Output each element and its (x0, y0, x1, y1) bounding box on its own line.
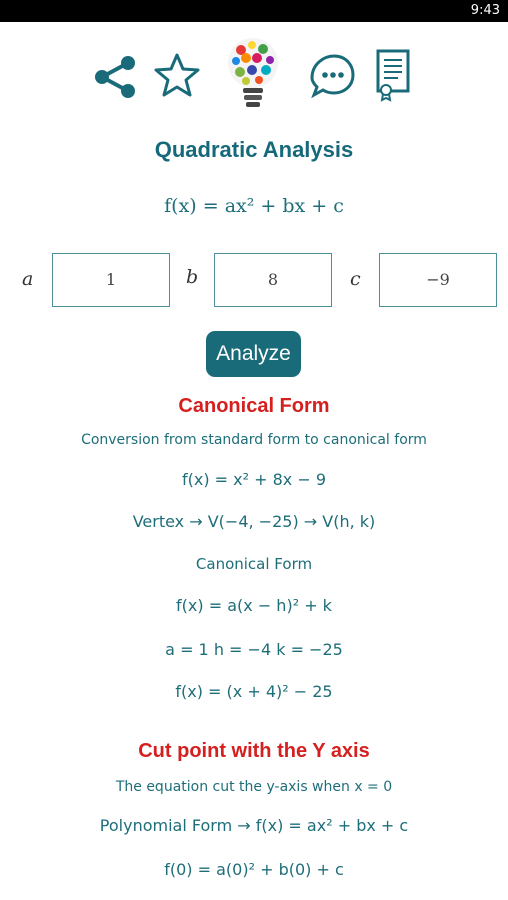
label-a: a (22, 268, 34, 290)
canonical-eq3: f(x) = (x + 4)² − 25 (175, 682, 333, 701)
toolbar (0, 34, 508, 118)
analyze-button[interactable]: Analyze (206, 331, 301, 377)
canonical-intro: Conversion from standard form to canonical form (81, 432, 427, 448)
general-formula: f(x) = ax² + bx + c (164, 195, 344, 217)
cut-eval: f(0) = a(0)² + b(0) + c (164, 860, 344, 879)
label-b: b (186, 266, 199, 288)
cut-heading: Cut point with the Y axis (138, 740, 370, 762)
canonical-eq2: f(x) = a(x − h)² + k (176, 596, 332, 615)
polynomial-form: Polynomial Form → f(x) = ax² + bx + c (99, 816, 409, 835)
star-icon[interactable] (153, 52, 201, 102)
input-a[interactable]: 1 (52, 253, 170, 307)
share-icon[interactable] (92, 54, 140, 104)
page-title: Quadratic Analysis (154, 137, 354, 162)
canonical-params: a = 1 h = −4 k = −25 (165, 640, 343, 659)
lightbulb-icon[interactable] (226, 36, 280, 116)
cut-intro: The equation cut the y-axis when x = 0 (115, 779, 393, 795)
input-c[interactable]: −9 (379, 253, 497, 307)
chat-icon[interactable] (306, 52, 356, 104)
certificate-icon[interactable] (374, 48, 414, 106)
canonical-eq1: f(x) = x² + 8x − 9 (181, 470, 327, 489)
canonical-heading: Canonical Form (178, 395, 330, 417)
canonical-subheading: Canonical Form (195, 555, 313, 573)
label-c: c (350, 268, 361, 290)
status-bar (0, 0, 508, 22)
input-b[interactable]: 8 (214, 253, 332, 307)
clock: 9:43 (470, 3, 500, 18)
vertex-line: Vertex → V(−4, −25) → V(h, k) (132, 512, 376, 531)
